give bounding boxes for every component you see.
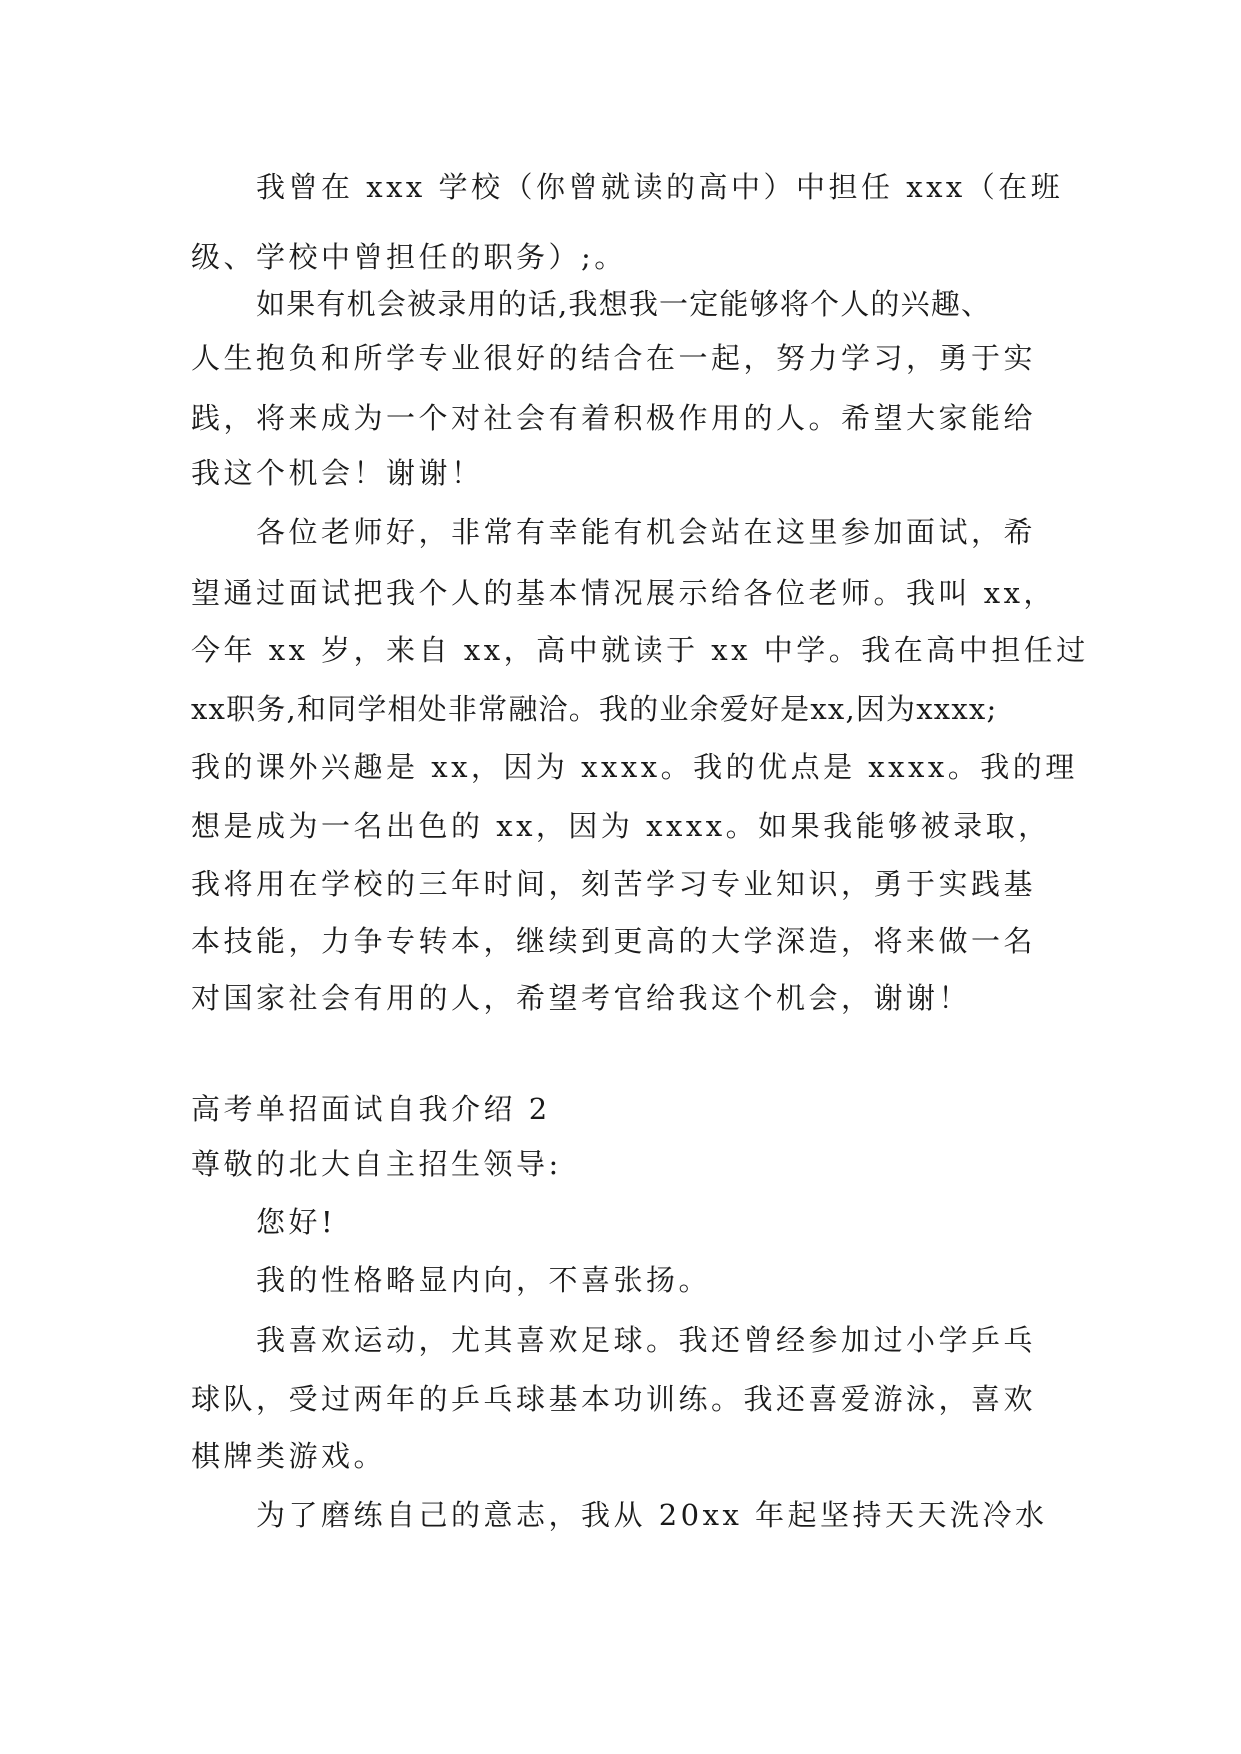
greeting: 您好! (256, 1205, 337, 1239)
paragraph-line: 今年 xx 岁，来自 xx，高中就读于 xx 中学。我在高中担任过 (191, 633, 1089, 667)
paragraph-line: 我将用在学校的三年时间，刻苦学习专业知识，勇于实践基 (191, 867, 1037, 901)
paragraph-line: 我喜欢运动，尤其喜欢足球。我还曾经参加过小学乒乓 (256, 1323, 1037, 1357)
paragraph-line: 本技能，力争专转本，继续到更高的大学深造，将来做一名 (191, 924, 1037, 958)
paragraph-line: 如果有机会被录用的话,我想我一定能够将个人的兴趣、 (256, 287, 992, 321)
paragraph-line: 我的性格略显内向，不喜张扬。 (256, 1263, 712, 1297)
paragraph-line: 我曾在 xxx 学校（你曾就读的高中）中担任 xxx（在班 (256, 170, 1064, 204)
paragraph-line: 我的课外兴趣是 xx，因为 xxxx。我的优点是 xxxx。我的理 (191, 750, 1078, 784)
paragraph-line: 球队，受过两年的乒乓球基本功训练。我还喜爱游泳，喜欢 (191, 1382, 1037, 1416)
paragraph-line: 人生抱负和所学专业很好的结合在一起，努力学习，勇于实 (191, 341, 1037, 375)
paragraph-line: 想是成为一名出色的 xx，因为 xxxx。如果我能够被录取， (191, 809, 1051, 843)
paragraph-line: 践，将来成为一个对社会有着积极作用的人。希望大家能给 (191, 401, 1037, 435)
section-heading: 高考单招面试自我介绍 2 (191, 1092, 551, 1126)
paragraph-line: 各位老师好，非常有幸能有机会站在这里参加面试，希 (256, 515, 1037, 549)
paragraph-line: xx职务,和同学相处非常融洽。我的业余爱好是xx,因为xxxx; (191, 692, 998, 726)
paragraph-line: 为了磨练自己的意志，我从 20xx 年起坚持天天洗冷水 (256, 1498, 1048, 1532)
paragraph-line: 我这个机会！谢谢！ (191, 456, 484, 490)
salutation: 尊敬的北大自主招生领导: (191, 1147, 562, 1181)
paragraph-line: 级、学校中曾担任的职务）;。 (191, 240, 627, 274)
paragraph-line: 棋牌类游戏。 (191, 1439, 387, 1473)
paragraph-line: 对国家社会有用的人，希望考官给我这个机会，谢谢！ (191, 981, 972, 1015)
paragraph-line: 望通过面试把我个人的基本情况展示给各位老师。我叫 xx， (191, 576, 1056, 610)
